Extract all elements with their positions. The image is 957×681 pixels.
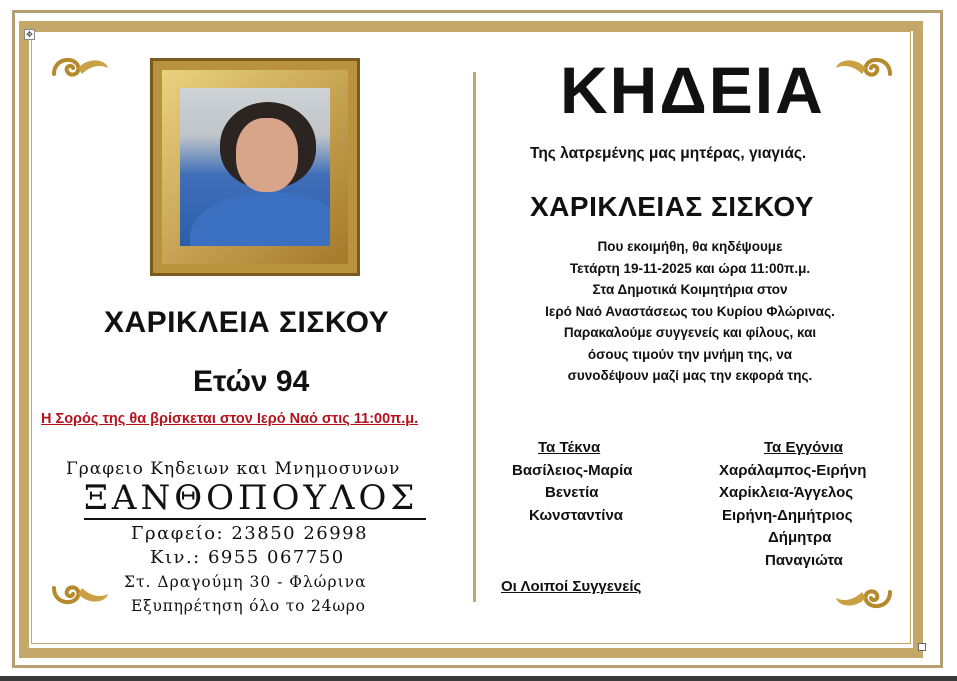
detail-line: όσους τιμούν την μνήμη της, να — [587, 346, 793, 362]
portrait-frame — [150, 58, 360, 276]
scroll-ornament-icon — [832, 52, 894, 84]
portrait-photo — [180, 88, 330, 246]
coffin-location-note: Η Σορός της θα βρίσκεται στον Ιερό Ναό στις 11:00π.μ. — [41, 411, 419, 427]
grandchild-name: Παναγιώτα — [765, 552, 843, 569]
service-hours: Εξυπηρέτηση όλο το 24ωρο — [131, 597, 366, 615]
scroll-ornament-icon — [50, 578, 112, 610]
scroll-ornament-icon — [832, 582, 894, 614]
funeral-office-brand: ΞΑΝΘΟΠΟΥΛΟΣ — [84, 478, 419, 518]
child-name: Βενετία — [545, 484, 599, 501]
announcement-subtitle: Της λατρεμένης μας μητέρας, γιαγιάς. — [530, 145, 807, 162]
funeral-office-title: Γραφειο Κηδειων και Μνημοσυνων — [66, 459, 401, 479]
grandchild-name: Ειρήνη-Δημήτριος — [722, 507, 853, 524]
detail-line: Τετάρτη 19-11-2025 και ώρα 11:00π.μ. — [569, 260, 811, 276]
detail-line: συνοδέψουν μαζί μας την εκφορά της. — [567, 368, 813, 383]
detail-line: Στα Δημοτικά Κοιμητήρια στον — [592, 282, 788, 297]
child-name: Βασίλειος-Μαρία — [512, 462, 633, 479]
deceased-name-genitive: ΧΑΡΙΚΛΕΙΑΣ ΣΙΣΚΟΥ — [530, 191, 815, 222]
other-relatives: Οι Λοιποί Συγγενείς — [501, 578, 642, 595]
office-phone: Γραφείο: 23850 26998 — [131, 523, 369, 544]
detail-line: Παρακαλούμε συγγενείς και φίλους, και — [563, 325, 817, 340]
deceased-name: ΧΑΡΙΚΛΕΙΑ ΣΙΣΚΟΥ — [104, 306, 390, 339]
child-name: Κωνσταντίνα — [529, 507, 624, 524]
brand-underline — [84, 518, 426, 520]
announcement-title: ΚΗΔΕΙΑ — [560, 53, 825, 127]
grandchild-name: Δήμητρα — [768, 529, 832, 546]
children-heading: Τα Τέκνα — [538, 439, 601, 456]
grandchildren-heading: Τα Εγγόνια — [764, 439, 844, 456]
funeral-details — [500, 236, 880, 387]
center-divider — [473, 72, 476, 602]
table-resize-handle[interactable] — [918, 643, 926, 651]
grandchild-name: Χαράλαμπος-Ειρήνη — [719, 462, 867, 479]
office-address: Στ. Δραγούμη 30 - Φλώρινα — [124, 573, 367, 591]
grandchild-name: Χαρίκλεια-Άγγελος — [719, 484, 854, 501]
detail-line: Ιερό Ναό Αναστάσεως του Κυρίου Φλώρινας. — [545, 303, 835, 319]
detail-line: Που εκοιμήθη, θα κηδέψουμε — [597, 239, 783, 254]
window-bottom-edge — [0, 676, 957, 681]
deceased-age: Ετών 94 — [193, 365, 310, 398]
scroll-ornament-icon — [50, 52, 112, 84]
table-move-handle-icon[interactable]: ✥ — [24, 29, 35, 40]
mobile-phone: Κιν.: 6955 067750 — [150, 547, 345, 568]
